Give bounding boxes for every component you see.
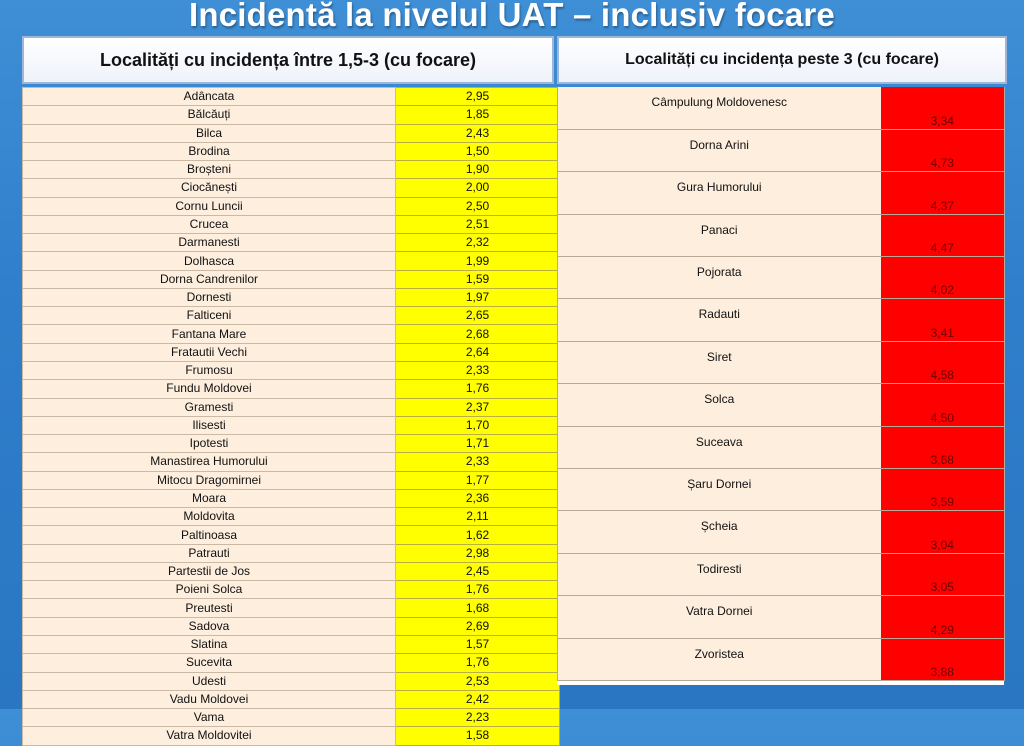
incidence-value: 2,50 (396, 197, 560, 215)
table-row (23, 453, 560, 471)
table-row (558, 257, 1005, 299)
table-row (23, 581, 560, 599)
locality-name: Manastirea Humorului (23, 453, 396, 471)
locality-name: Șcheia (558, 511, 881, 553)
incidence-value: 2,51 (396, 215, 560, 233)
table-row (23, 526, 560, 544)
left-incidence-table (22, 87, 560, 746)
locality-name: Moara (23, 489, 396, 507)
table-row (23, 544, 560, 562)
table-row (23, 252, 560, 270)
locality-name: Vatra Dornei (558, 596, 881, 638)
incidence-value: 2,00 (396, 179, 560, 197)
incidence-value: 1,76 (396, 654, 560, 672)
incidence-value: 1,58 (396, 727, 560, 745)
incidence-value: 4,29 (881, 596, 1005, 638)
locality-name: Adâncata (23, 88, 396, 106)
locality-name: Patrauti (23, 544, 396, 562)
locality-name: Mitocu Dragomirnei (23, 471, 396, 489)
locality-name: Zvoristea (558, 638, 881, 680)
locality-name: Fundu Moldovei (23, 380, 396, 398)
table-row (23, 215, 560, 233)
table-row (23, 197, 560, 215)
incidence-value: 2,33 (396, 453, 560, 471)
incidence-value: 1,59 (396, 270, 560, 288)
table-row (558, 469, 1005, 511)
locality-name: Ipotesti (23, 435, 396, 453)
table-row (23, 124, 560, 142)
incidence-value: 4,50 (881, 384, 1005, 426)
table-row (558, 172, 1005, 214)
table-row (23, 343, 560, 361)
locality-name: Todiresti (558, 553, 881, 595)
incidence-value: 2,37 (396, 398, 560, 416)
incidence-value: 2,69 (396, 617, 560, 635)
incidence-value: 1,71 (396, 435, 560, 453)
incidence-value: 1,76 (396, 581, 560, 599)
locality-name: Preutesti (23, 599, 396, 617)
table-row (23, 161, 560, 179)
table-row (23, 106, 560, 124)
table-row (23, 179, 560, 197)
table-row (23, 654, 560, 672)
incidence-value: 1,68 (396, 599, 560, 617)
table-row (23, 508, 560, 526)
incidence-value: 2,65 (396, 307, 560, 325)
incidence-value: 4,47 (881, 214, 1005, 256)
incidence-value: 1,50 (396, 142, 560, 160)
incidence-value: 3,41 (881, 299, 1005, 341)
incidence-value: 3,04 (881, 511, 1005, 553)
table-row (558, 553, 1005, 595)
incidence-value: 2,11 (396, 508, 560, 526)
incidence-value: 4,02 (881, 257, 1005, 299)
locality-name: Partestii de Jos (23, 562, 396, 580)
table-row (23, 142, 560, 160)
locality-name: Falticeni (23, 307, 396, 325)
table-row (558, 87, 1005, 129)
incidence-value: 3,05 (881, 553, 1005, 595)
table-row (558, 511, 1005, 553)
incidence-value: 1,70 (396, 416, 560, 434)
incidence-value: 2,36 (396, 489, 560, 507)
incidence-value: 2,33 (396, 361, 560, 379)
incidence-value: 2,23 (396, 709, 560, 727)
table-row (23, 727, 560, 745)
left-table-header: Localități cu incidența între 1,5-3 (cu focare) (22, 36, 554, 84)
locality-name: Suceava (558, 426, 881, 468)
table-row (23, 288, 560, 306)
locality-name: Slatina (23, 635, 396, 653)
table-row (23, 380, 560, 398)
table-row (558, 214, 1005, 256)
locality-name: Câmpulung Moldovenesc (558, 87, 881, 129)
table-row (558, 426, 1005, 468)
incidence-value: 2,32 (396, 234, 560, 252)
incidence-value: 2,95 (396, 88, 560, 106)
table-row (558, 129, 1005, 171)
table-row (23, 361, 560, 379)
table-row (23, 325, 560, 343)
incidence-value: 3,68 (881, 426, 1005, 468)
incidence-value: 4,73 (881, 129, 1005, 171)
locality-name: Sadova (23, 617, 396, 635)
incidence-value: 1,99 (396, 252, 560, 270)
table-row (558, 341, 1005, 383)
locality-name: Panaci (558, 214, 881, 256)
locality-name: Sucevita (23, 654, 396, 672)
table-row (23, 635, 560, 653)
locality-name: Udesti (23, 672, 396, 690)
locality-name: Dorna Arini (558, 129, 881, 171)
locality-name: Solca (558, 384, 881, 426)
locality-name: Fantana Mare (23, 325, 396, 343)
table-row (23, 690, 560, 708)
table-row (23, 599, 560, 617)
table-row (23, 435, 560, 453)
table-row (23, 307, 560, 325)
locality-name: Vadu Moldovei (23, 690, 396, 708)
incidence-value: 1,62 (396, 526, 560, 544)
incidence-value: 2,68 (396, 325, 560, 343)
locality-name: Pojorata (558, 257, 881, 299)
locality-name: Darmanesti (23, 234, 396, 252)
table-row (23, 672, 560, 690)
locality-name: Dolhasca (23, 252, 396, 270)
table-row (558, 384, 1005, 426)
incidence-value: 1,85 (396, 106, 560, 124)
table-row (558, 638, 1005, 680)
incidence-value: 3,34 (881, 87, 1005, 129)
table-row (23, 398, 560, 416)
locality-name: Cornu Luncii (23, 197, 396, 215)
table-row (23, 562, 560, 580)
incidence-value: 4,37 (881, 172, 1005, 214)
locality-name: Bilca (23, 124, 396, 142)
locality-name: Gramesti (23, 398, 396, 416)
locality-name: Brodina (23, 142, 396, 160)
locality-name: Fratautii Vechi (23, 343, 396, 361)
locality-name: Șaru Dornei (558, 469, 881, 511)
page-title: Incidentă la nivelul UAT – inclusiv focare (189, 0, 835, 33)
incidence-value: 1,76 (396, 380, 560, 398)
table-row (23, 489, 560, 507)
table-row (23, 270, 560, 288)
locality-name: Dorna Candrenilor (23, 270, 396, 288)
locality-name: Frumosu (23, 361, 396, 379)
locality-name: Bălcăuți (23, 106, 396, 124)
locality-name: Moldovita (23, 508, 396, 526)
table-row (23, 234, 560, 252)
right-incidence-table (557, 87, 1005, 681)
table-row (558, 299, 1005, 341)
locality-name: Poieni Solca (23, 581, 396, 599)
incidence-value: 2,43 (396, 124, 560, 142)
right-table-header: Localități cu incidența peste 3 (cu focare) (557, 36, 1007, 84)
locality-name: Siret (558, 341, 881, 383)
right-table-bottom-border (557, 681, 1004, 685)
locality-name: Gura Humorului (558, 172, 881, 214)
table-row (558, 596, 1005, 638)
locality-name: Ilisesti (23, 416, 396, 434)
locality-name: Dornesti (23, 288, 396, 306)
table-row (23, 88, 560, 106)
incidence-value: 2,98 (396, 544, 560, 562)
incidence-value: 2,42 (396, 690, 560, 708)
locality-name: Broșteni (23, 161, 396, 179)
locality-name: Vatra Moldovitei (23, 727, 396, 745)
table-row (23, 709, 560, 727)
table-row (23, 416, 560, 434)
incidence-value: 3,59 (881, 469, 1005, 511)
incidence-value: 2,64 (396, 343, 560, 361)
incidence-value: 3,88 (881, 638, 1005, 680)
locality-name: Ciocănești (23, 179, 396, 197)
incidence-value: 2,53 (396, 672, 560, 690)
locality-name: Paltinoasa (23, 526, 396, 544)
incidence-value: 1,90 (396, 161, 560, 179)
table-row (23, 471, 560, 489)
locality-name: Vama (23, 709, 396, 727)
incidence-value: 1,77 (396, 471, 560, 489)
table-row (23, 617, 560, 635)
incidence-value: 1,97 (396, 288, 560, 306)
incidence-value: 1,57 (396, 635, 560, 653)
locality-name: Radauti (558, 299, 881, 341)
incidence-value: 2,45 (396, 562, 560, 580)
locality-name: Crucea (23, 215, 396, 233)
incidence-value: 4,58 (881, 341, 1005, 383)
